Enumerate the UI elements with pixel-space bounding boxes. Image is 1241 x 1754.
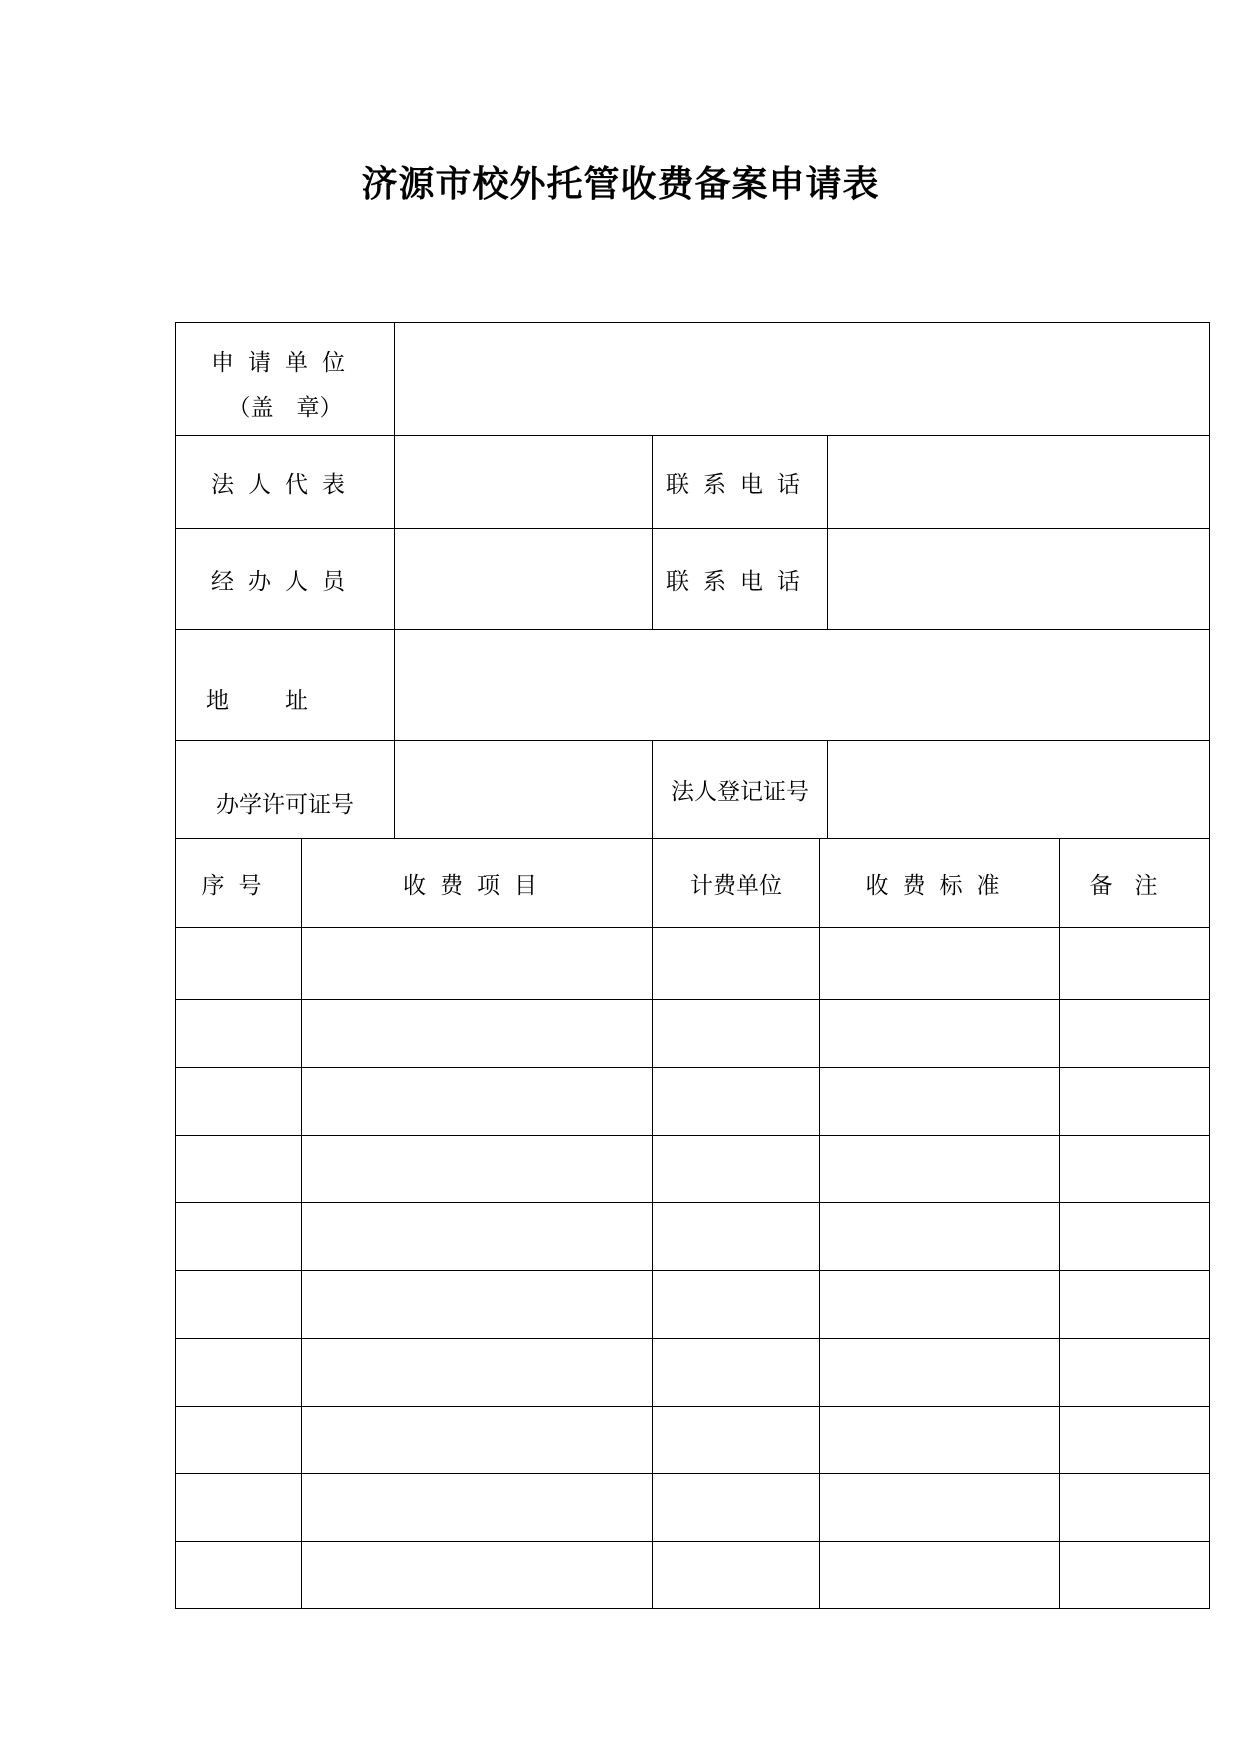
item-cell[interactable] xyxy=(302,928,653,1000)
remark-cell[interactable] xyxy=(1060,1271,1210,1339)
col-header-index: 序号 xyxy=(176,839,302,928)
handler-value[interactable] xyxy=(395,529,653,630)
item-cell[interactable] xyxy=(302,1068,653,1136)
standard-cell[interactable] xyxy=(820,1000,1060,1068)
standard-cell[interactable] xyxy=(820,1203,1060,1271)
fee-table-row xyxy=(176,1339,1210,1407)
handler-phone-value[interactable] xyxy=(828,529,1210,630)
index-cell[interactable] xyxy=(176,1474,302,1542)
index-cell[interactable] xyxy=(176,1339,302,1407)
handler-row xyxy=(176,529,1210,630)
address-value[interactable] xyxy=(395,630,1210,741)
fee-table-row xyxy=(176,1203,1210,1271)
remark-cell[interactable] xyxy=(1060,1542,1210,1609)
col-header-item: 收费项目 xyxy=(302,839,653,928)
item-cell[interactable] xyxy=(302,1339,653,1407)
reg-value[interactable] xyxy=(828,741,1210,839)
license-row xyxy=(176,741,1210,839)
handler-phone-label: 联系电话 xyxy=(653,529,828,630)
unit-cell[interactable] xyxy=(653,1339,820,1407)
unit-cell[interactable] xyxy=(653,1407,820,1474)
col-header-remark: 备注 xyxy=(1060,839,1210,928)
col-header-standard: 收费标准 xyxy=(820,839,1060,928)
legal-rep-phone-value[interactable] xyxy=(828,436,1210,529)
standard-cell[interactable] xyxy=(820,1271,1060,1339)
legal-rep-phone-label: 联系电话 xyxy=(653,436,828,529)
unit-cell[interactable] xyxy=(653,1542,820,1609)
remark-cell[interactable] xyxy=(1060,1474,1210,1542)
standard-cell[interactable] xyxy=(820,1474,1060,1542)
item-cell[interactable] xyxy=(302,1542,653,1609)
legal-rep-label: 法人代表 xyxy=(176,436,395,529)
remark-cell[interactable] xyxy=(1060,1068,1210,1136)
standard-cell[interactable] xyxy=(820,1407,1060,1474)
applicant-label: 申请单位 xyxy=(211,350,359,376)
fee-table-row xyxy=(176,928,1210,1000)
fee-table-row xyxy=(176,1407,1210,1474)
applicant-row xyxy=(176,323,1210,436)
applicant-label-cell xyxy=(176,323,395,436)
license-label-cell xyxy=(176,741,395,839)
unit-cell[interactable] xyxy=(653,928,820,1000)
fee-table-row xyxy=(176,1068,1210,1136)
remark-cell[interactable] xyxy=(1060,1136,1210,1203)
application-form-table xyxy=(175,322,1210,1609)
address-label: 地址 xyxy=(206,687,364,714)
remark-cell[interactable] xyxy=(1060,1339,1210,1407)
item-cell[interactable] xyxy=(302,1203,653,1271)
address-label-cell xyxy=(176,630,395,741)
col-header-unit: 计费单位 xyxy=(653,839,820,928)
unit-cell[interactable] xyxy=(653,1000,820,1068)
reg-label: 法人登记证号 xyxy=(653,741,828,839)
standard-cell[interactable] xyxy=(820,1136,1060,1203)
address-row xyxy=(176,630,1210,741)
license-value[interactable] xyxy=(395,741,653,839)
index-cell[interactable] xyxy=(176,1068,302,1136)
fee-rows xyxy=(176,928,1210,1609)
remark-cell[interactable] xyxy=(1060,1203,1210,1271)
item-cell[interactable] xyxy=(302,1407,653,1474)
unit-cell[interactable] xyxy=(653,1068,820,1136)
index-cell[interactable] xyxy=(176,1000,302,1068)
index-cell[interactable] xyxy=(176,1542,302,1609)
standard-cell[interactable] xyxy=(820,928,1060,1000)
item-cell[interactable] xyxy=(302,1271,653,1339)
fee-table-row xyxy=(176,1542,1210,1609)
seal-label: （盖 章） xyxy=(227,395,343,421)
standard-cell[interactable] xyxy=(820,1542,1060,1609)
index-cell[interactable] xyxy=(176,1407,302,1474)
applicant-value[interactable] xyxy=(395,323,1210,436)
remark-cell[interactable] xyxy=(1060,928,1210,1000)
index-cell[interactable] xyxy=(176,1136,302,1203)
index-cell[interactable] xyxy=(176,1271,302,1339)
item-cell[interactable] xyxy=(302,1136,653,1203)
item-cell[interactable] xyxy=(302,1474,653,1542)
item-cell[interactable] xyxy=(302,1000,653,1068)
fee-header-row xyxy=(176,839,1210,928)
standard-cell[interactable] xyxy=(820,1339,1060,1407)
remark-cell[interactable] xyxy=(1060,1000,1210,1068)
fee-table-row xyxy=(176,1136,1210,1203)
index-cell[interactable] xyxy=(176,928,302,1000)
standard-cell[interactable] xyxy=(820,1068,1060,1136)
unit-cell[interactable] xyxy=(653,1203,820,1271)
legal-rep-row xyxy=(176,436,1210,529)
legal-rep-value[interactable] xyxy=(395,436,653,529)
index-cell[interactable] xyxy=(176,1203,302,1271)
unit-cell[interactable] xyxy=(653,1271,820,1339)
unit-cell[interactable] xyxy=(653,1474,820,1542)
remark-cell[interactable] xyxy=(1060,1407,1210,1474)
fee-table-row xyxy=(176,1474,1210,1542)
unit-cell[interactable] xyxy=(653,1136,820,1203)
form-title: 济源市校外托管收费备案申请表 xyxy=(361,163,880,205)
fee-table-row xyxy=(176,1271,1210,1339)
license-label: 办学许可证号 xyxy=(216,792,354,818)
handler-label: 经办人员 xyxy=(176,529,395,630)
fee-table-row xyxy=(176,1000,1210,1068)
